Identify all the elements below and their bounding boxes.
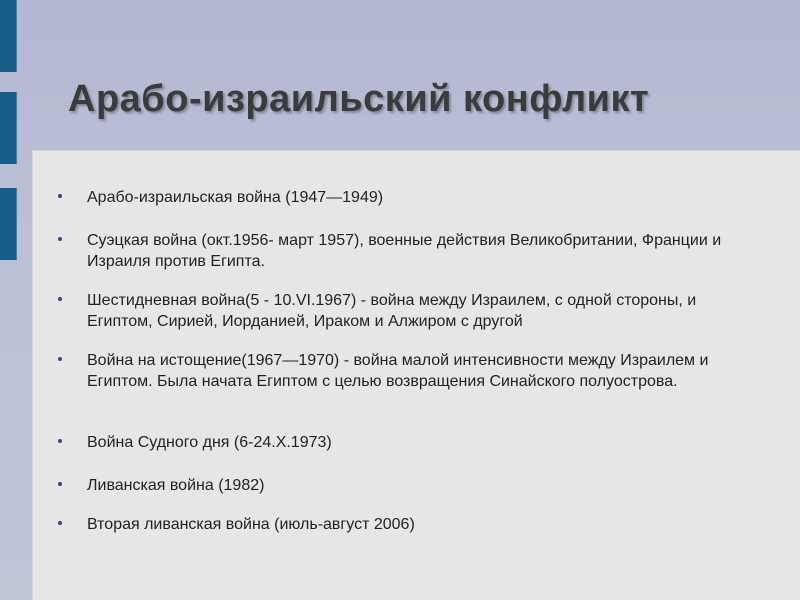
list-item-text: Война Судного дня (6-24.X.1973) [87, 434, 332, 451]
content-panel [32, 150, 800, 600]
bullet-dot-icon [58, 237, 62, 241]
list-item-text: Ливанская война (1982) [87, 477, 265, 494]
decorative-side-bar-middle [0, 92, 17, 164]
bullet-dot-icon [58, 297, 62, 301]
bullet-dot-icon [58, 482, 62, 486]
list-item-text: Суэцкая война (окт.1956- март 1957), военные действия Великобритании, Франции и Израиля против Египта. [87, 232, 722, 270]
list-item-text: Арабо-израильская война (1947—1949) [87, 189, 384, 206]
bullet-dot-icon [58, 194, 62, 198]
list-item-text: Шестидневная война(5 - 10.VI.1967) - война между Израилем, с одной стороны, и Египтом, Сирией, Иорданией, Ираком и Алжиром с другой [87, 292, 697, 330]
slide-title: Арабо-израильский конфликт [68, 78, 650, 120]
bullet-dot-icon [58, 357, 62, 361]
list-item-text: Вторая ливанская война (июль-август 2006) [87, 516, 415, 533]
bullet-dot-icon [58, 439, 62, 443]
decorative-side-bar-top [0, 0, 17, 72]
bullet-dot-icon [58, 521, 62, 525]
list-item-text: Война на истощение(1967—1970) - война малой интенсивности между Израилем и Египтом. Была начата Египтом с целью возвращения Синайского полуострова. [87, 352, 709, 390]
decorative-side-bar-bottom [0, 188, 17, 260]
